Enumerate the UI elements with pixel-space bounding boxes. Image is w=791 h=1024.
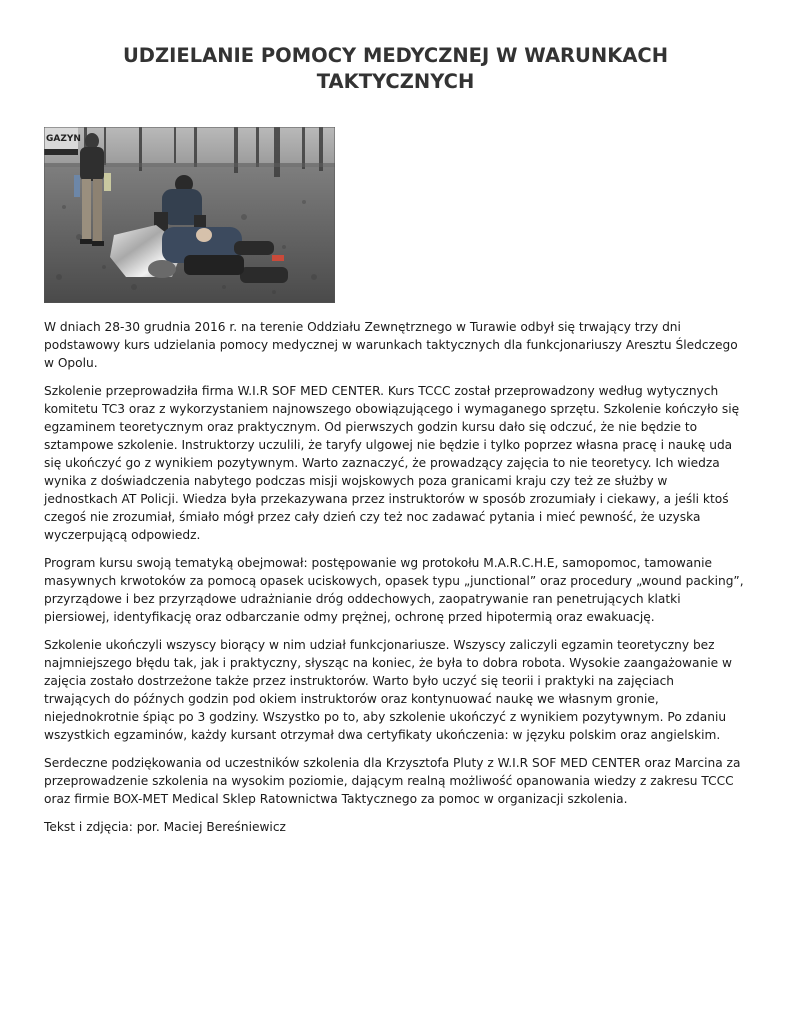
article-photo <box>44 127 335 303</box>
article-body <box>44 318 744 846</box>
paragraph-acknowledgements: Serdeczne podziękowania od uczestników szkolenia dla Krzysztofa Pluty z W.I.R SOF MED CENTER oraz Marcina za przeprowadzenie szkolenia na wysokim poziomie, dającym realną możliwość opanowania wiedzy z zakresu TCCC oraz firmie BOX-MET Medical Sklep Ratownictwa Taktycznego za pomoc w organizacji szkolenia. <box>44 756 741 806</box>
photo-sign-text: GAZYN <box>46 134 81 144</box>
page-title: UDZIELANIE POMOCY MEDYCZNEJ W WARUNKACH TAKTYCZNYCH <box>122 44 669 93</box>
paragraph-course-completion: Szkolenie ukończyli wszyscy biorący w nim udział funkcjonariusze. Wszyscy zaliczyli egzamin teoretyczny bez najmniejszego błędu tak, jak i praktyczny, słysząc na koniec, że była to dobra robota. Wysokie zaangażowanie w zajęcia zostało dostrzeżone także przez instruktorów. Warto było uczyć się teorii i praktyki na zajęciach trwających do późnych godzin pod okiem instruktorów oraz kontynuować naukę we własnym gronie, niejednokrotnie śpiąc po 3 godziny. Wszystko po to, aby szkolenie ukończyć z wynikiem pozytywnym. Po zdaniu wszystkich egzaminów, każdy kursant otrzymał dwa certyfikaty ukończenia: w języku polskim oraz angielskim. <box>44 638 732 742</box>
photo-training-scene <box>44 127 335 303</box>
paragraph-intro: W dniach 28-30 grudnia 2016 r. na terenie Oddziału Zewnętrznego w Turawie odbył się trwający trzy dni podstawowy kurs udzielania pomocy medycznej w warunkach taktycznych dla funkcjonariuszy Aresztu Śledczego w Opolu. <box>44 320 738 370</box>
paragraph-course-program: Program kursu swoją tematyką obejmował: postępowanie wg protokołu M.A.R.C.H.E, samopomoc, tamowanie masywnych krwotoków za pomocą opasek uciskowych, opasek typu „junctional” oraz procedury „wound packing”, przyrządowe i bez przyrządowe udrażnianie dróg oddechowych, zaopatrywanie ran penetrujących klatki piersiowej, identyfikację oraz odbarczanie odmy prężnej, ochronę przed hipotermią oraz ewakuację. <box>44 556 744 624</box>
photo-credit: Tekst i zdjęcia: por. Maciej Bereśniewicz <box>44 820 286 834</box>
paragraph-course-description: Szkolenie przeprowadziła firma W.I.R SOF MED CENTER. Kurs TCCC został przeprowadzony według wytycznych komitetu TC3 oraz z wykorzystaniem najnowszego obowiązującego i wymaganego sprzętu. Szkolenie kończyło się egzaminem teoretycznym oraz praktycznym. Od pierwszych godzin kursu dało się odczuć, że nie będzie to sztampowe szkolenie. Instruktorzy uczulili, że taryfy ulgowej nie będzie i tylko poprzez własna pracę i naukę uda się ukończyć go z wynikiem pozytywnym. Warto zaznaczyć, że prowadzący zajęcia to nie teoretycy. Ich wiedza wynika z doświadczenia nabytego podczas misji wojskowych poza granicami kraju czy też ze służby w jednostkach AT Policji. Wiedza była przekazywana przez instruktorów w sposób zrozumiały i ciekawy, a jeśli ktoś czegoś nie zrozumiał, śmiało mógł przez cały dzień czy też noc zadawać pytania i mieć pewność, że uzyska wyczerpującą odpowiedz. <box>44 384 740 542</box>
